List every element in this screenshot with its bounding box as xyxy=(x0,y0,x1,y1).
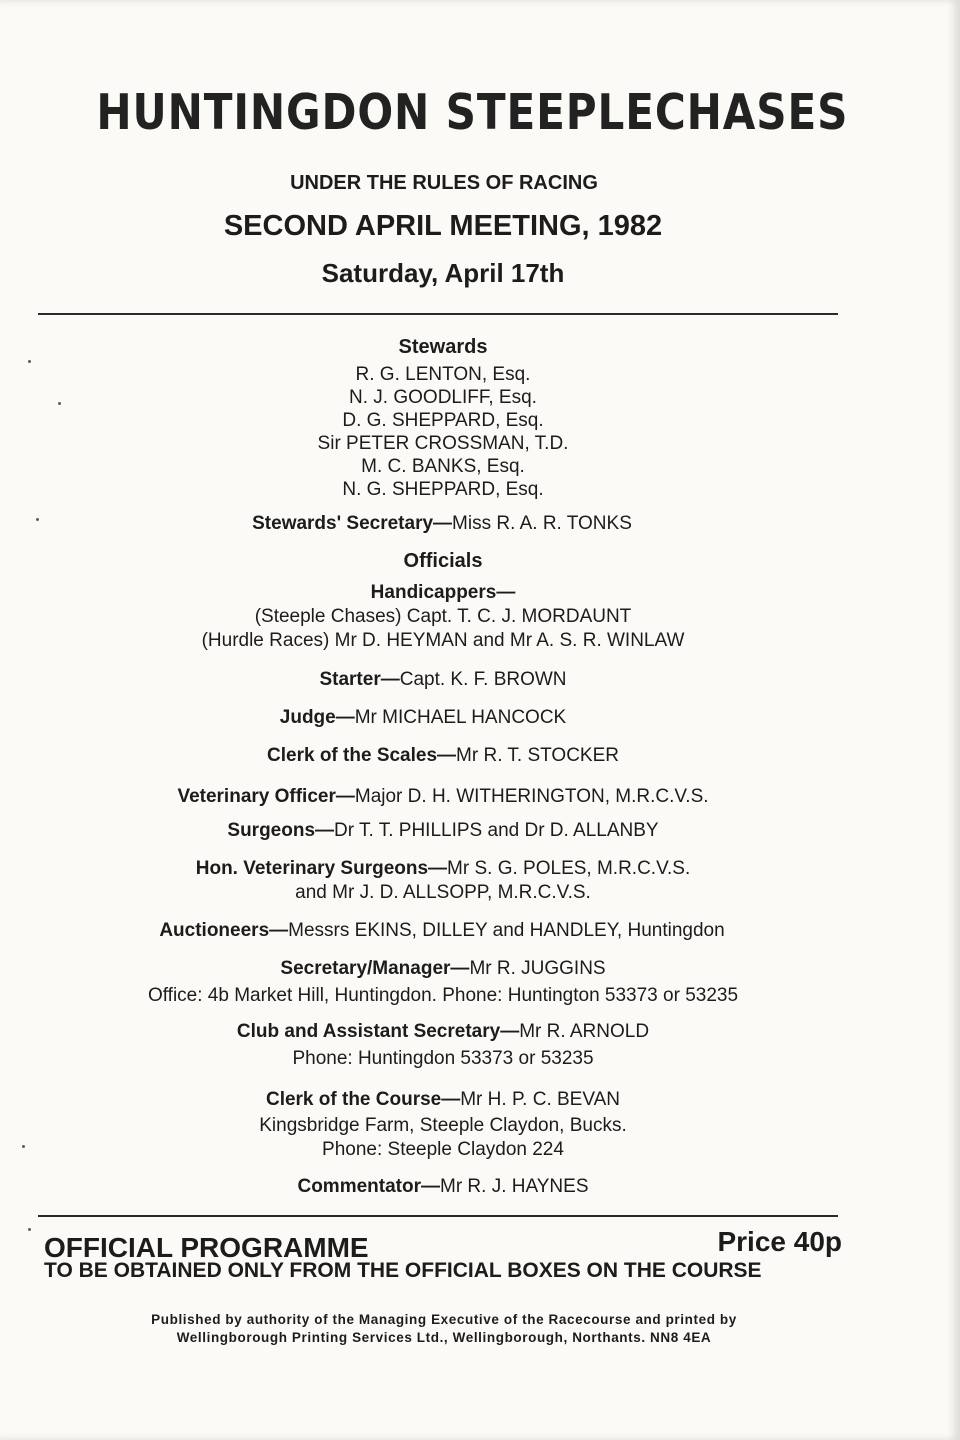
role-name: Mr R. ARNOLD xyxy=(519,1021,650,1042)
paper-speck xyxy=(28,360,31,363)
official-role-extra: Phone: Steeple Claydon 224 xyxy=(322,1139,564,1160)
role-label: Hon. Veterinary Surgeons— xyxy=(195,858,448,879)
role-label: Judge— xyxy=(279,707,355,728)
role-name: Mr H. P. C. BEVAN xyxy=(460,1089,621,1110)
role-name: Capt. K. F. BROWN xyxy=(399,669,567,690)
official-role xyxy=(0,858,886,880)
role-name: Messrs EKINS, DILLEY and HANDLEY, Huntingdon xyxy=(288,920,725,941)
role-label: Club and Assistant Secretary— xyxy=(236,1021,520,1042)
role-label: Commentator— xyxy=(297,1176,440,1197)
steward-name: Sir PETER CROSSMAN, T.D. xyxy=(317,433,569,454)
role-name: Dr T. T. PHILLIPS and Dr D. ALLANBY xyxy=(334,820,659,841)
handicappers-heading: Handicappers— xyxy=(370,582,516,603)
official-role xyxy=(0,1176,886,1198)
official-role xyxy=(0,786,886,808)
official-role xyxy=(0,920,884,942)
official-role-extra: and Mr J. D. ALLSOPP, M.R.C.V.S. xyxy=(295,882,591,903)
official-role-extra: Phone: Huntingdon 53373 or 53235 xyxy=(292,1048,594,1069)
handicapper-line: (Hurdle Races) Mr D. HEYMAN and Mr A. S. R. WINLAW xyxy=(201,630,685,651)
role-label: Stewards' Secretary— xyxy=(252,513,453,534)
official-programme-label: OFFICIAL PROGRAMME xyxy=(44,1232,369,1263)
role-label: Veterinary Officer— xyxy=(177,786,355,807)
availability-note: TO BE OBTAINED ONLY FROM THE OFFICIAL BOXES ON THE COURSE xyxy=(44,1259,762,1282)
official-role-extra: Kingsbridge Farm, Steeple Claydon, Bucks. xyxy=(259,1115,627,1136)
paper-speck xyxy=(36,518,39,521)
role-name: Mr S. G. POLES, M.R.C.V.S. xyxy=(447,858,691,879)
paper-speck xyxy=(28,1228,31,1231)
steward-name: D. G. SHEPPARD, Esq. xyxy=(342,410,544,431)
publisher-imprint xyxy=(44,1311,844,1347)
role-name: Miss R. A. R. TONKS xyxy=(452,513,632,534)
role-label: Secretary/Manager— xyxy=(280,958,470,979)
steward-name: N. J. GOODLIFF, Esq. xyxy=(349,387,537,408)
role-label: Surgeons— xyxy=(227,820,335,841)
page-title: HUNTINGDON STEEPLECHASES xyxy=(96,84,849,141)
role-name: Mr R. JUGGINS xyxy=(469,958,606,979)
subtitle: UNDER THE RULES OF RACING xyxy=(290,172,598,194)
role-label: Auctioneers— xyxy=(159,920,289,941)
paper-speck xyxy=(58,402,61,405)
officials-heading: Officials xyxy=(403,550,483,572)
publisher-line: Published by authority of the Managing Executive of the Racecourse and printed by xyxy=(151,1312,737,1327)
meeting-title: SECOND APRIL MEETING, 1982 xyxy=(223,210,663,242)
official-role xyxy=(0,745,886,767)
paper-speck xyxy=(22,1145,25,1148)
bottom-divider xyxy=(38,1215,838,1217)
role-label: Clerk of the Scales— xyxy=(267,745,457,766)
official-role-extra: Office: 4b Market Hill, Huntingdon. Phone: Huntington 53373 or 53235 xyxy=(147,985,739,1006)
official-role xyxy=(0,1089,886,1111)
official-role xyxy=(0,669,886,691)
stewards-heading: Stewards xyxy=(398,336,488,358)
official-role xyxy=(0,820,886,842)
role-name: Mr R. J. HAYNES xyxy=(440,1176,589,1197)
role-label: Clerk of the Course— xyxy=(265,1089,461,1110)
steward-name: R. G. LENTON, Esq. xyxy=(355,364,531,385)
role-name: Mr R. T. STOCKER xyxy=(456,745,619,766)
role-label: Starter— xyxy=(319,669,400,690)
top-divider xyxy=(38,313,838,315)
publisher-line: Wellingborough Printing Services Ltd., Wellingborough, Northants. NN8 4EA xyxy=(176,1330,712,1345)
official-role xyxy=(0,707,846,729)
role-name: Mr MICHAEL HANCOCK xyxy=(354,707,567,728)
handicapper-line: (Steeple Chases) Capt. T. C. J. MORDAUNT xyxy=(254,606,632,627)
price-label: Price 40p xyxy=(717,1226,842,1257)
steward-name: M. C. BANKS, Esq. xyxy=(361,456,525,477)
stewards-secretary xyxy=(0,513,884,535)
official-role xyxy=(0,1021,886,1043)
steward-name: N. G. SHEPPARD, Esq. xyxy=(342,479,544,500)
official-role xyxy=(0,958,886,980)
meeting-date: Saturday, April 17th xyxy=(321,258,565,288)
role-name: Major D. H. WITHERINGTON, M.R.C.V.S. xyxy=(354,786,709,807)
